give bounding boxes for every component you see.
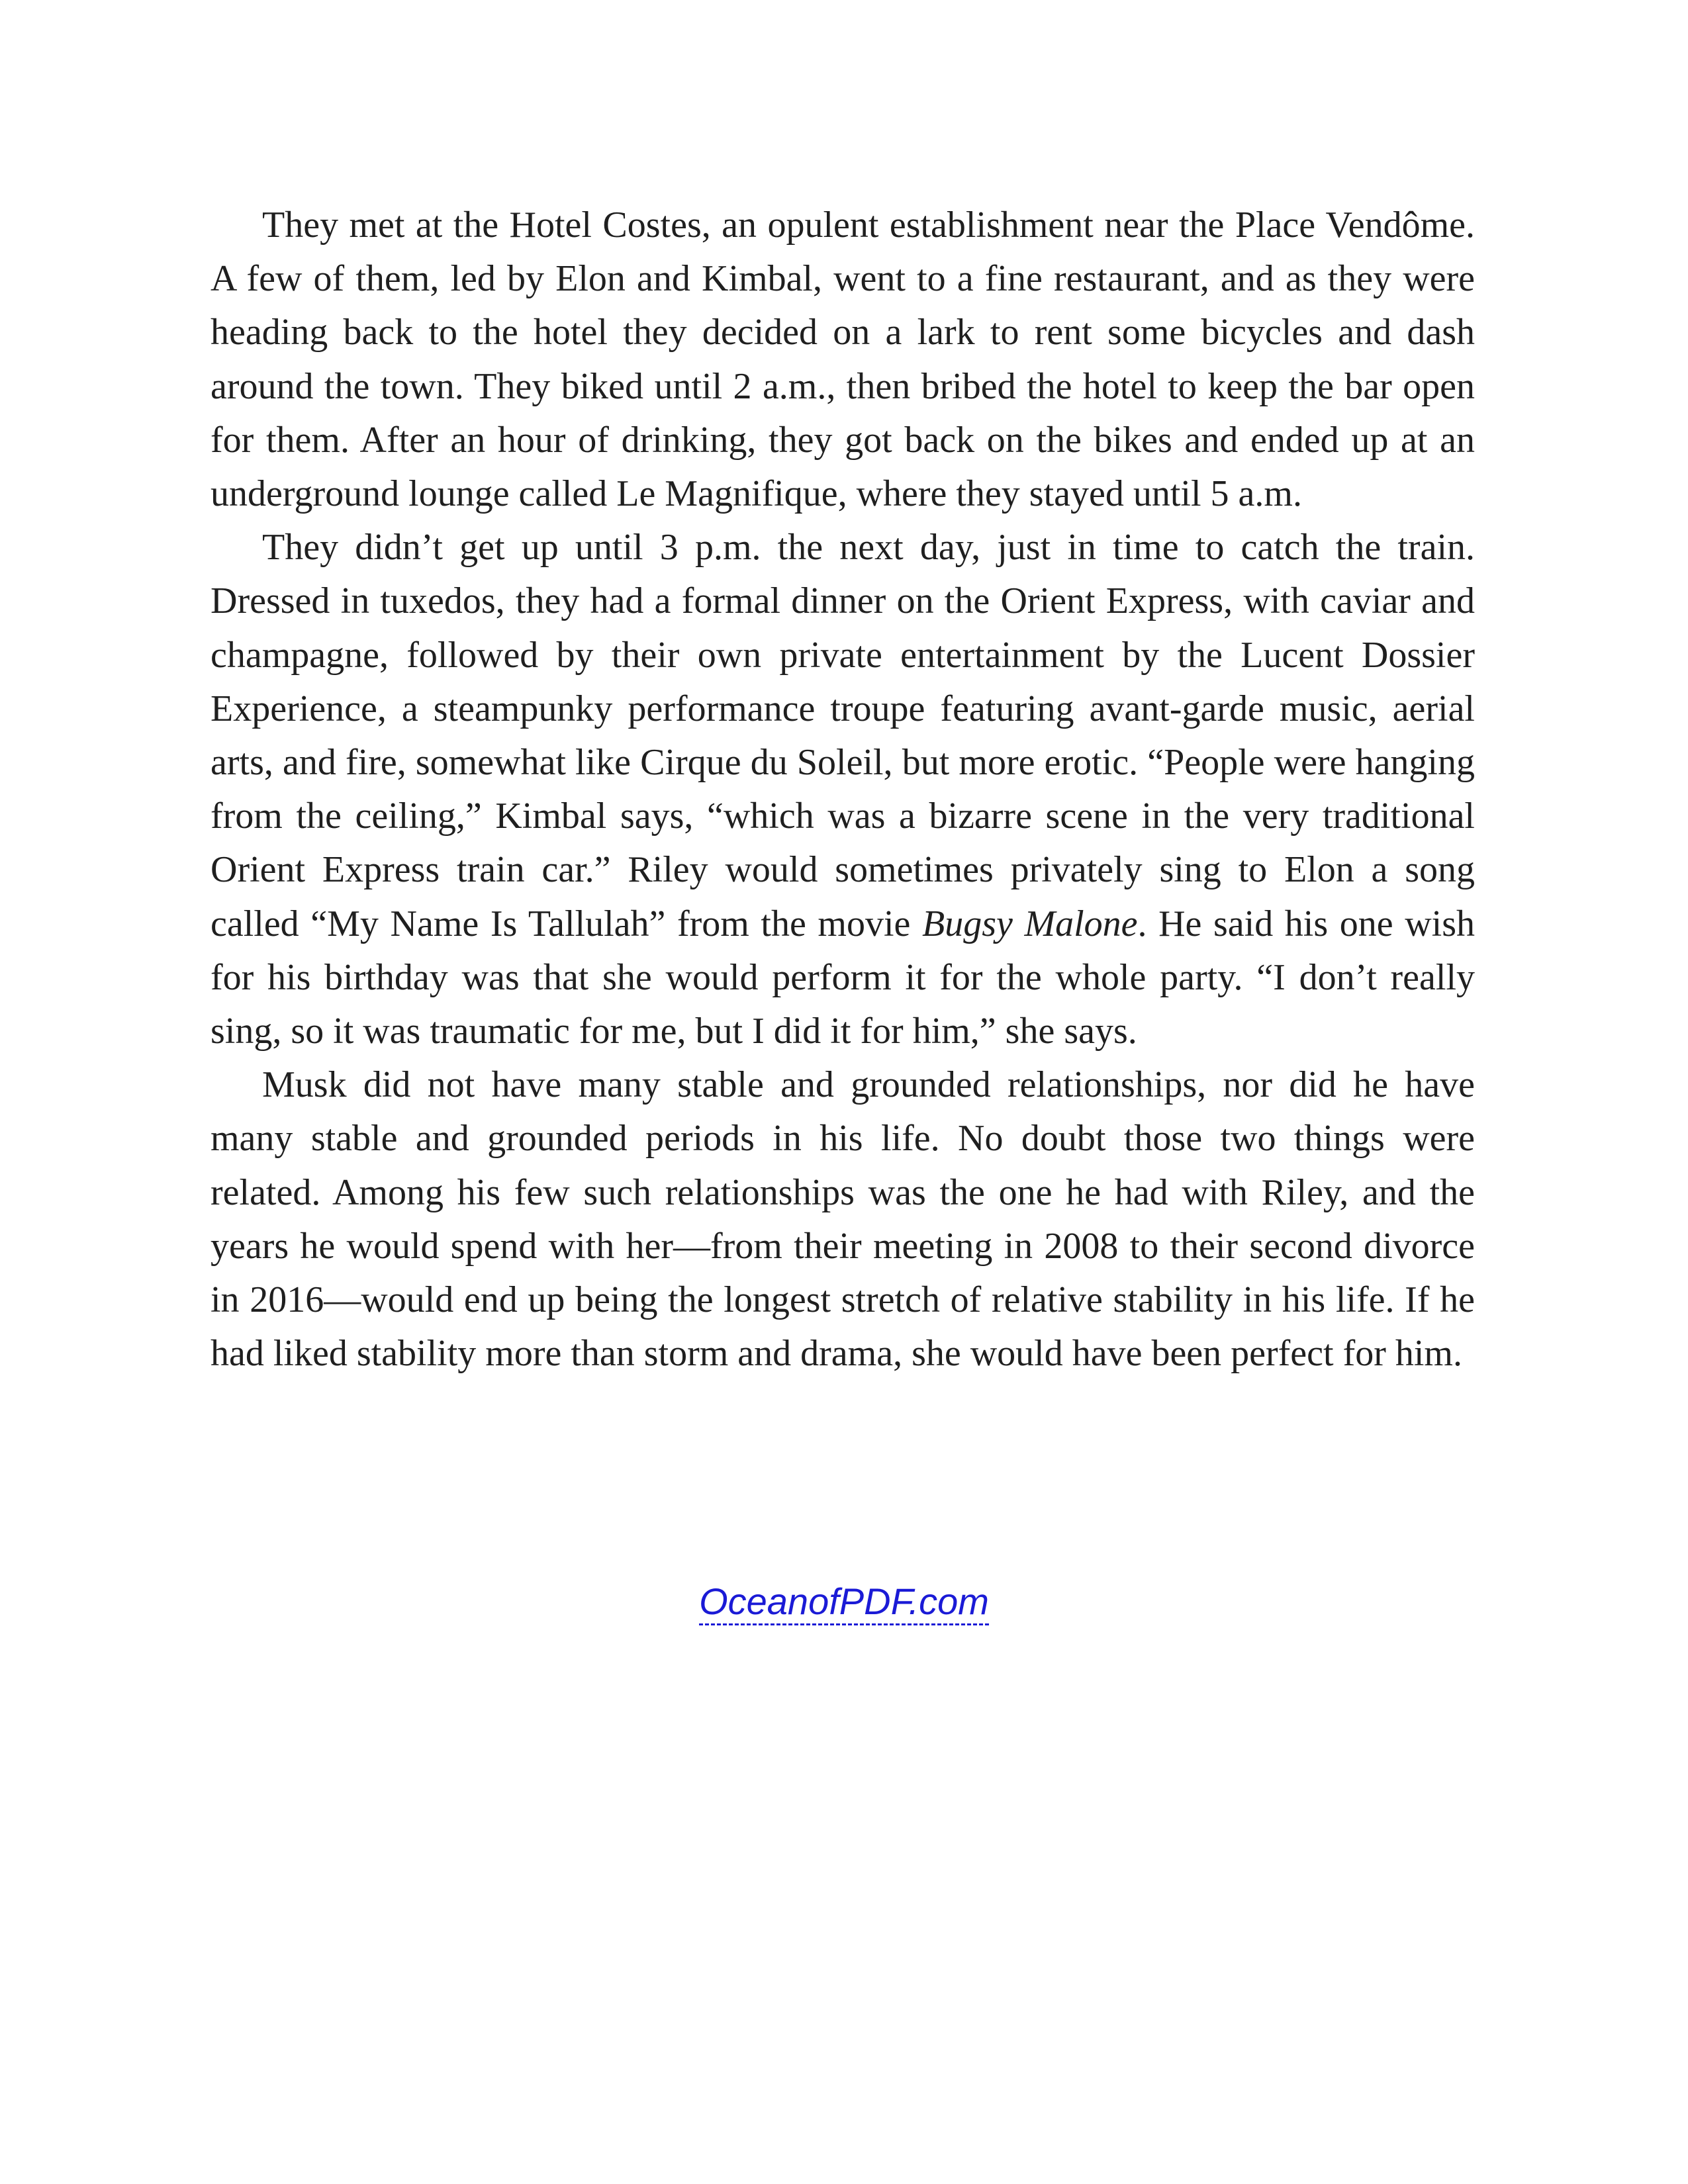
paragraph-orient-express bbox=[211, 521, 1475, 1058]
page-body bbox=[211, 199, 1475, 1381]
paragraph-relationships: Musk did not have many stable and grounded relationships, nor did he have many stable and grounded periods in his life. No doubt those two things were related. Among his few such relationships was the one he had with Riley, and the years he would spend with her—from their meeting in 2008 to their second divorce in 2016—would end up being the longest stretch of relative stability in his life. If he had liked stability more than storm and drama, she would have been perfect for him. bbox=[211, 1064, 1475, 1375]
paragraph-text: . He said his one wish for his birthday was that she would perform it for the whole party. “I don’t really sing, so it was traumatic for me, but I did it for him,” she says. bbox=[211, 903, 1475, 1052]
movie-title: Bugsy Malone bbox=[922, 903, 1138, 944]
oceanofpdf-link[interactable]: OceanofPDF.com bbox=[699, 1580, 989, 1625]
paragraph-text: They didn’t get up until 3 p.m. the next day, just in time to catch the train. Dressed in tuxedos, they had a formal dinner on the Orient Express, with caviar and champagne, followed by their own private entertainment by the Lucent Dossier Experience, a steampunky performance troupe featuring avant-garde music, aerial arts, and fire, somewhat like Cirque du Soleil, but more erotic. “People were hanging from the ceiling,” Kimbal says, “which was a bizarre scene in the very traditional Orient Express train car.” Riley would sometimes privately sing to Elon a song called “My Name Is Tallulah” from the movie bbox=[211, 527, 1475, 944]
paragraph-hotel-costes: They met at the Hotel Costes, an opulent establishment near the Place Vendôme. A few of them, led by Elon and Kimbal, went to a fine restaurant, and as they were heading back to the hotel they decided on a lark to rent some bicycles and dash around the town. They biked until 2 a.m., then bribed the hotel to keep the bar open for them. After an hour of drinking, they got back on the bikes and ended up at an underground lounge called Le Magnifique, where they stayed until 5 a.m. bbox=[211, 205, 1475, 515]
footer bbox=[0, 1578, 1688, 1625]
